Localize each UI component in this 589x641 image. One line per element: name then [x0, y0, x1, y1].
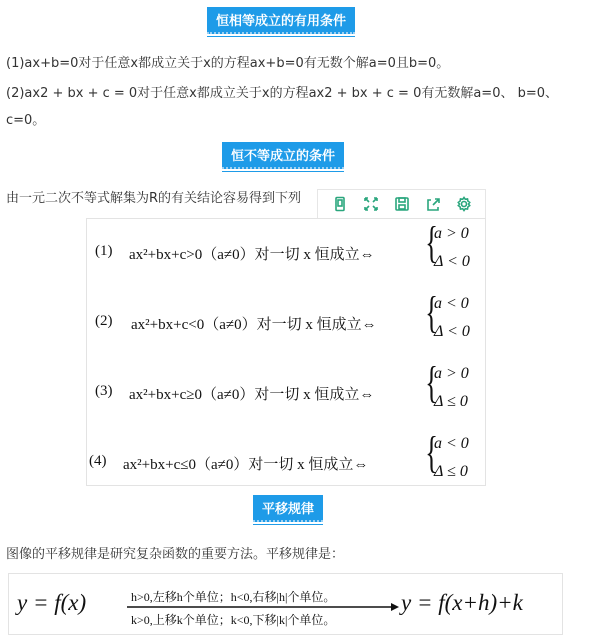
case-a: a > 0 — [434, 225, 469, 242]
heading-identity-conditions: 恒相等成立的有用条件 — [207, 7, 355, 34]
brace: { — [425, 428, 438, 477]
row-number: (3) — [95, 383, 113, 399]
formula-bottom-condition: k>0,上移k个单位；k<0,下移|k|个单位。 — [131, 613, 336, 627]
case-a: a > 0 — [434, 365, 469, 382]
brace: { — [425, 358, 438, 407]
inequality-row — [87, 429, 485, 495]
row-expression: ax²+bx+c≤0（a≠0）对一切 x 恒成立⇔ — [123, 457, 369, 473]
paragraph-3: 由一元二次不等式解集为R的有关结论容易得到下列 — [6, 191, 302, 206]
image-toolbar — [317, 189, 486, 219]
case-a: a < 0 — [434, 435, 469, 452]
row-expression: ax²+bx+c<0（a≠0）对一切 x 恒成立⇔ — [131, 317, 377, 333]
formula-left: y = f(x) — [17, 590, 87, 615]
inequality-row — [87, 219, 485, 285]
heading-translation: 平移规律 — [253, 495, 323, 522]
case-delta: Δ < 0 — [434, 323, 470, 340]
paragraph-4: 图像的平移规律是研究复杂函数的重要方法。平移规律是： — [6, 547, 345, 562]
translation-formula-image — [8, 573, 563, 635]
row-expression: ax²+bx+c>0（a≠0）对一切 x 恒成立⇔ — [129, 247, 375, 263]
phone-icon[interactable] — [331, 195, 349, 213]
gear-icon[interactable] — [455, 195, 473, 213]
formula-right: y = f(x+h)+k — [401, 590, 523, 615]
save-icon[interactable] — [393, 195, 411, 213]
paragraph-1: (1)ax+b=0对于任意x都成立关于x的方程ax+b=0有无数个解a=0且b=0。 — [6, 56, 450, 71]
row-number: (1) — [95, 243, 113, 259]
case-delta: Δ ≤ 0 — [434, 393, 468, 410]
brace: { — [425, 218, 438, 267]
case-delta: Δ ≤ 0 — [434, 463, 468, 480]
row-number: (2) — [95, 313, 113, 329]
case-delta: Δ < 0 — [434, 253, 470, 270]
row-number: (4) — [89, 453, 107, 469]
expand-icon[interactable] — [362, 195, 380, 213]
heading-inequality-conditions: 恒不等成立的条件 — [222, 142, 344, 169]
inequalities-image — [86, 218, 486, 486]
inequality-row — [87, 289, 485, 355]
inequality-row — [87, 359, 485, 425]
row-expression: ax²+bx+c≥0（a≠0）对一切 x 恒成立⇔ — [129, 387, 375, 403]
share-icon[interactable] — [424, 195, 442, 213]
formula-top-condition: h>0,左移h个单位；h<0,右移|h|个单位。 — [131, 590, 336, 604]
paragraph-2: (2)ax2 + bx + c = 0对于任意x都成立关于x的方程ax2 + bx + c = 0有无数解a=0、 b=0、 — [6, 86, 559, 101]
paragraph-2-cont: c=0。 — [6, 113, 46, 128]
brace: { — [425, 288, 438, 337]
case-a: a < 0 — [434, 295, 469, 312]
